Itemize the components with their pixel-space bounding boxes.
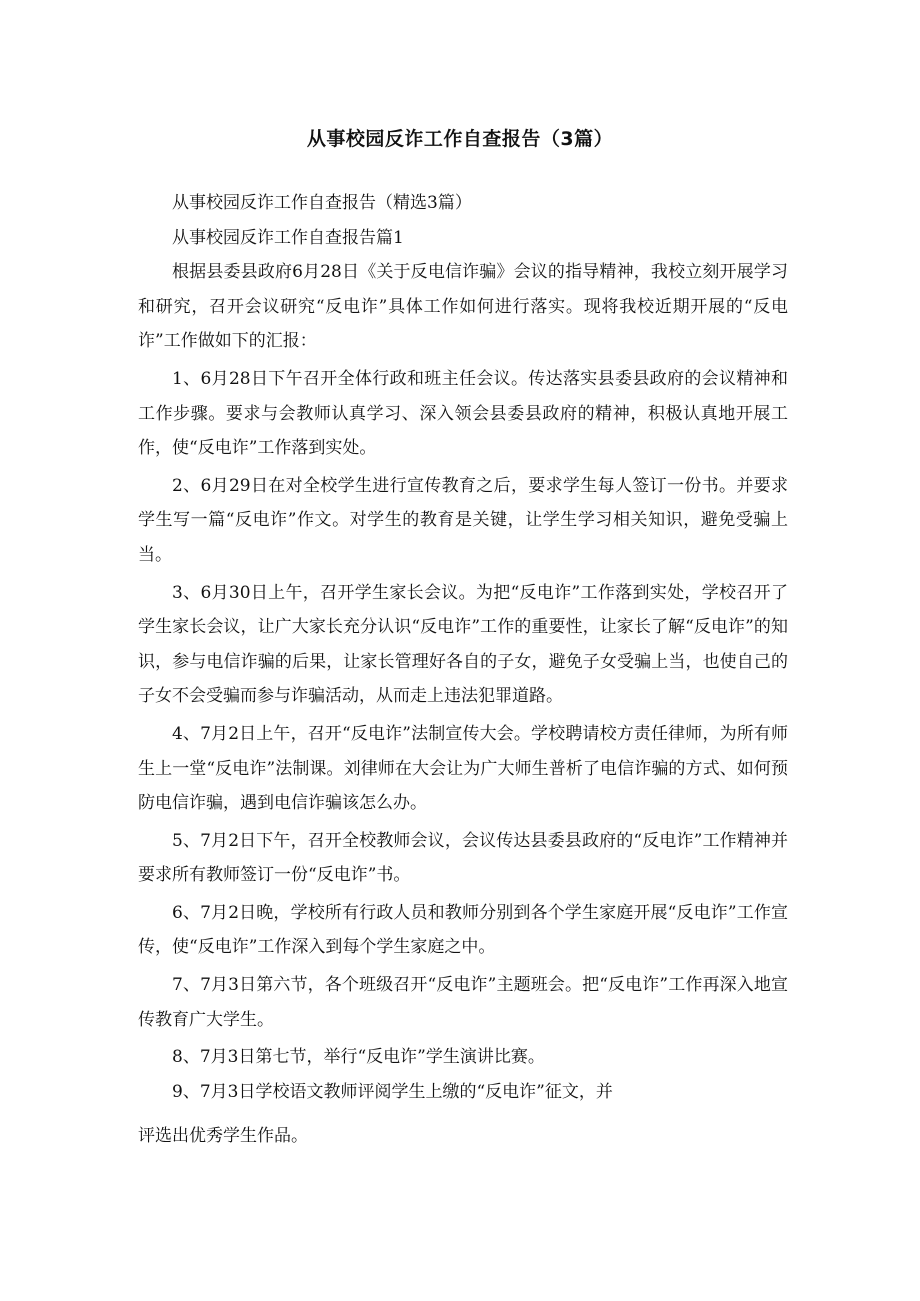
list-item: 3、6月30日上午，召开学生家长会议。为把“反电诈”工作落到实处，学校召开了学生家长会议，让广大家长充分认识“反电诈”工作的重要性，让家长了解“反电诈”的知识，参与电信诈骗的后果，让家长管理好各自的子女，避免子女受骗上当，也使自己的子女不会受骗而参与诈骗活动，从而走上违法犯罪道路。	[138, 582, 788, 707]
list-item: 1、6月28日下午召开全体行政和班主任会议。传达落实县委县政府的会议精神和工作步骤。要求与会教师认真学习、深入领会县委县政府的精神，积极认真地开展工作，使“反电诈”工作落到实处。	[138, 368, 788, 459]
list-item: 5、7月2日下午，召开全校教师会议，会议传达县委县政府的“反电诈”工作精神并要求所有教师签订一份“反电诈”书。	[138, 830, 788, 886]
document-title: 从事校园反诈工作自查报告（3篇）	[306, 128, 614, 150]
intro-paragraph: 根据县委县政府6月28日《关于反电信诈骗》会议的指导精神，我校立刻开展学习和研究，召开会议研究“反电诈”具体工作如何进行落实。现将我校近期开展的“反电诈”工作做如下的汇报：	[138, 262, 788, 352]
list-item-9-head: 9、7月3日学校语文教师评阅学生上缴的“反电诈”征文，并	[172, 1081, 613, 1102]
list-item: 4、7月2日上午，召开“反电诈”法制宣传大会。学校聘请校方责任律师，为所有师生上一堂“反电诈”法制课。刘律师在大会让为广大师生普析了电信诈骗的方式、如何预防电信诈骗，遇到电信诈骗该怎么办。	[138, 723, 788, 814]
list-item: 7、7月3日第六节，各个班级召开“反电诈”主题班会。把“反电诈”工作再深入地宣传教育广大学生。	[138, 975, 788, 1030]
section-heading: 从事校园反诈工作自查报告篇1	[172, 227, 404, 248]
list-item: 8、7月3日第七节，举行“反电诈”学生演讲比赛。	[172, 1047, 545, 1068]
subtitle: 从事校园反诈工作自查报告（精选3篇）	[172, 193, 472, 213]
list-item-9-tail: 评选出优秀学生作品。	[138, 1126, 308, 1147]
list-item: 6、7月2日晚，学校所有行政人员和教师分别到各个学生家庭开展“反电诈”工作宣传，使“反电诈”工作深入到每个学生家庭之中。	[138, 902, 788, 958]
list-item: 2、6月29日在对全校学生进行宣传教育之后，要求学生每人签订一份书。并要求学生写一篇“反电诈”作文。对学生的教育是关键，让学生学习相关知识，避免受骗上当。	[138, 475, 788, 565]
document-body	[138, 186, 788, 1154]
